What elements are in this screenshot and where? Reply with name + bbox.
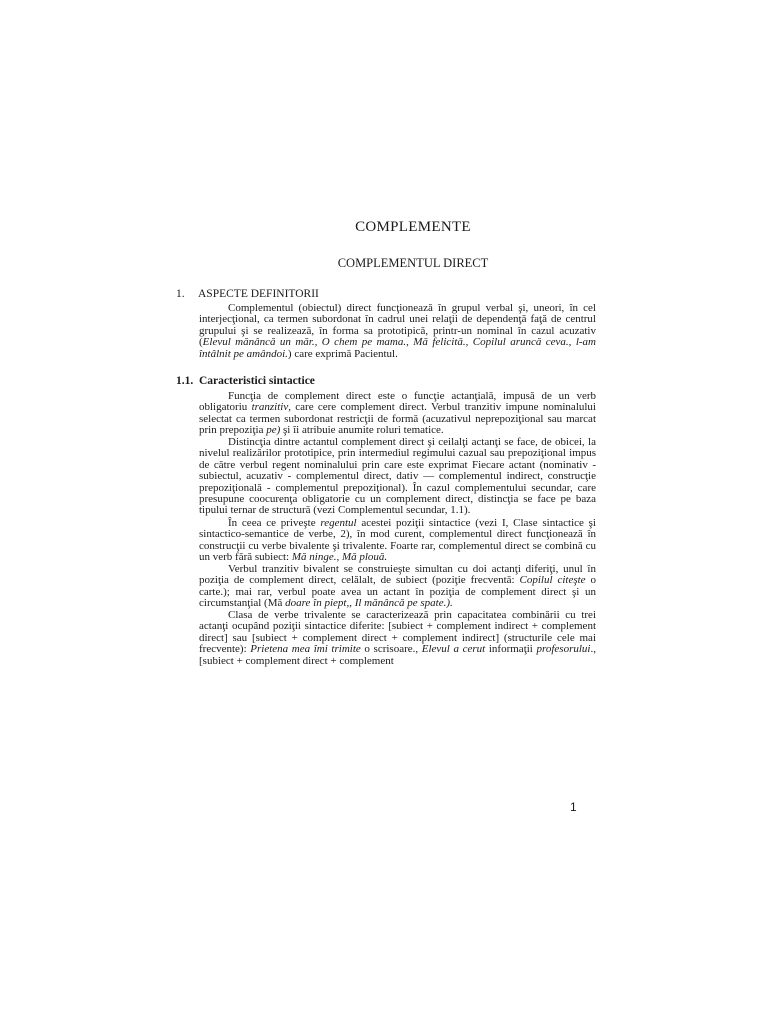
document-subtitle: COMPLEMENTUL DIRECT <box>337 256 489 270</box>
section-1-heading <box>176 288 319 300</box>
example-text: Mă ninge., Mă plouă. <box>291 551 388 564</box>
example-text: Elevul a cerut <box>421 643 486 656</box>
text-run: , care cere complement direct. Verbul tranzitiv impune nominalului selectat ca termen subordonat restricţii de formă (acuzativul neprepoziţional sau marcat prin prepoziţia <box>199 401 596 437</box>
text-run: Complementul (obiectul) direct funcţionează în grupul verbal şi, uneori, în cel interjecţional, ca termen subordonat în cadrul unei relaţii de dependenţă faţă de centrul grupului şi se realizează, în forma sa prototipică, printr-un nominal în cazul acuzativ ( <box>199 302 596 349</box>
text-run: În ceea ce priveşte <box>228 517 321 529</box>
text-run: informaţii <box>485 643 537 656</box>
example-text: Prietena mea îmi trimite <box>250 643 361 656</box>
text-run: ) care exprimă Pacientul. <box>287 347 398 360</box>
example-text: doare în piept,, Il mănâncă pe spate.). <box>285 597 453 610</box>
text-run: o carte.); mai rar, verbul poate avea un actant în poziţia de complement direct şi un circumstanţial (Mă <box>199 574 596 610</box>
text-run: ., [subiect + complement direct + complement <box>199 643 596 667</box>
example-text: pe) <box>266 424 281 437</box>
example-text: tranzitiv <box>251 401 289 414</box>
section-title: Caracteristici sintactice <box>199 375 315 387</box>
section-1-1-heading <box>176 375 315 387</box>
document-title: COMPLEMENTE <box>355 219 471 235</box>
page-number: 1 <box>570 800 577 814</box>
text-run: Clasa de verbe trivalente se caracterizează prin capacitatea combinării cu trei actanţi ocupând poziţii sintactice diferite: [subiect + complement indirect + complement direct] sau [subiect + complement direct + complement indirect] (structurile cele mai frecvente): <box>199 609 596 656</box>
example-text: Copilul citeşte <box>519 574 586 587</box>
text-run: Funcţia de complement direct este o funcţie actanţială, impusă de un verb obligatoriu <box>199 390 596 414</box>
example-text: regentul <box>320 517 357 529</box>
text-run: o scrisoare., <box>360 643 422 656</box>
example-text: profesorului <box>536 643 591 656</box>
text-run: Verbul tranzitiv bivalent se construieşte simultan cu doi actanţi diferiţi, unul în poziţia de complement direct, celălalt, de subiect (poziţie frecventă: <box>199 563 596 587</box>
paragraph-function <box>199 391 596 437</box>
section-number: 1.1. <box>176 375 194 387</box>
paragraph-trivalent <box>199 610 596 667</box>
paragraph-definition <box>199 303 596 360</box>
paragraph-bivalent <box>199 564 596 610</box>
text-run: Distincţia dintre actantul complement direct şi ceilalţi actanţi se face, de obicei, la nivelul realizărilor prototipice, prin intermediul regimului cazual sau prepoziţional impus de către verbul regent nominalului prin care este exprimat Fiecare actant (nominativ - subiectul, acuzativ - complementul direct, dativ — complementul indirect, construcţie prepoziţională - complementul prepoziţional). În cazul complementului secundar, care presupune coocurenţa obligatorie cu un complement direct, distincţia se face pe baza tipului ternar de structură (vezi Complementul secundar, 1.1). <box>199 436 596 517</box>
section-title: ASPECTE DEFINITORII <box>198 288 319 300</box>
example-text: Elevul mănâncă un măr., O chem pe mama., Mă felicită., Copilul aruncă ceva., l-am întâlnit pe amândoi. <box>199 336 596 360</box>
paragraph-regent <box>199 518 596 564</box>
section-number: 1. <box>176 288 185 300</box>
text-run: şi îi atribuie anumite roluri tematice. <box>280 424 444 437</box>
paragraph-distinction <box>199 437 596 517</box>
text-run: acestei poziţii sintactice (vezi I, Clase sintactice şi sintactico-semantice de verbe, 2), în mod curent, complementul direct funcţionează în construcţii cu verbe bivalente şi trivalente. Foarte rar, complementul direct se combină cu un verb fără subiect: <box>199 517 596 564</box>
